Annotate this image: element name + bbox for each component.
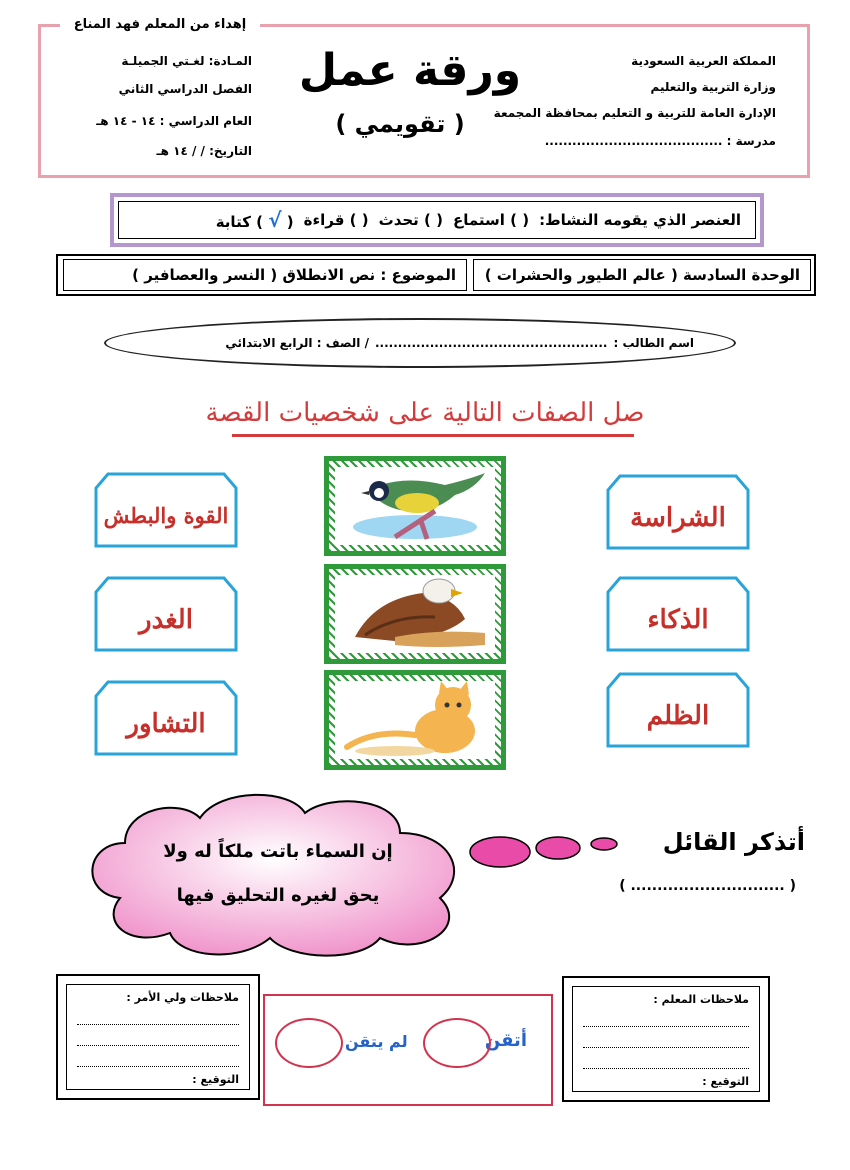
header-semester: الفصل الدراسي الثاني xyxy=(118,82,252,96)
unit-label: الوحدة السادسة ( عالم الطيور والحشرات ) xyxy=(473,259,811,291)
cat-icon xyxy=(335,681,493,757)
header-ministry: وزارة التربية والتعليم xyxy=(650,80,776,94)
activity-reading: ( ) قراءة xyxy=(303,211,369,229)
student-info-ellipse xyxy=(104,318,736,368)
trait-text: القوة والبطش xyxy=(103,503,229,528)
recall-answer-field[interactable]: ( ............................. ) xyxy=(619,878,796,894)
instruction-underline xyxy=(232,434,634,437)
trait-card-consultation[interactable] xyxy=(94,680,238,760)
parent-notes-box xyxy=(56,974,260,1100)
trait-text: التشاور xyxy=(126,709,206,739)
activity-writing: ( √ ) كتابة xyxy=(215,208,294,232)
parent-notes-line[interactable] xyxy=(77,1004,239,1025)
recall-title: أتذكر القائل xyxy=(662,828,805,856)
trait-card-treachery[interactable] xyxy=(94,576,238,656)
eagle-icon xyxy=(335,575,493,651)
dedication-label: إهداء من المعلم فهد المناع xyxy=(60,12,260,38)
topic-label: الموضوع : نص الانطلاق ( النسر والعصافير ) xyxy=(63,259,467,291)
activity-speaking: ( ) تحدث xyxy=(378,211,443,229)
trait-card-injustice[interactable] xyxy=(606,672,750,752)
activity-box xyxy=(110,193,764,247)
unit-topic-row xyxy=(56,254,816,296)
header-year: العام الدراسي : ١٤ - ١٤ هـ xyxy=(96,114,252,128)
bird-icon xyxy=(335,467,493,543)
parent-notes-line[interactable] xyxy=(77,1046,239,1067)
trait-text: الشراسة xyxy=(630,503,726,533)
picture-frame-cat[interactable] xyxy=(324,670,506,770)
trait-card-strength[interactable] xyxy=(94,472,238,552)
header-date: التاريخ: / / ١٤ هـ xyxy=(156,144,252,158)
trait-text: الغدر xyxy=(139,605,193,635)
trait-text: الذكاء xyxy=(647,605,709,635)
header-subject: المـادة: لغـتي الجميلـة xyxy=(121,54,252,68)
quote-line-1: إن السماء باتت ملكاً له ولا xyxy=(163,841,393,862)
mastered-label: أتقن xyxy=(484,1030,527,1051)
teacher-notes-line[interactable] xyxy=(583,1006,749,1027)
student-name-label: اسم الطالب : xyxy=(613,336,694,350)
not-mastered-label: لم يتقن xyxy=(345,1032,408,1051)
activity-listening: ( ) استماع xyxy=(452,211,530,229)
trait-card-ferocity[interactable] xyxy=(606,474,750,554)
teacher-signature-label: التوقيع : xyxy=(702,1075,749,1088)
picture-frame-eagle[interactable] xyxy=(324,564,506,664)
student-grade: / الصف : الرابع الابتدائي xyxy=(225,336,369,350)
mastery-box xyxy=(263,994,553,1106)
picture-frame-bird[interactable] xyxy=(324,456,506,556)
not-mastered-circle[interactable] xyxy=(275,1018,343,1068)
trait-text: الظلم xyxy=(646,701,710,731)
activity-row xyxy=(118,201,756,239)
teacher-notes-label: ملاحظات المعلم : xyxy=(653,993,749,1006)
instruction-heading: صل الصفات التالية على شخصيات القصة xyxy=(205,398,645,428)
trait-card-intelligence[interactable] xyxy=(606,576,750,656)
parent-signature-label: التوقيع : xyxy=(192,1073,239,1086)
teacher-notes-box xyxy=(562,976,770,1102)
worksheet-title: ورقة عمل xyxy=(298,45,522,96)
quote-text xyxy=(118,830,438,918)
teacher-notes-line[interactable] xyxy=(583,1027,749,1048)
thought-bubbles-icon xyxy=(466,830,626,870)
header-country: المملكة العربية السعودية xyxy=(631,54,776,68)
parent-notes-line[interactable] xyxy=(77,1025,239,1046)
mastered-circle[interactable] xyxy=(423,1018,491,1068)
header-directorate: الإدارة العامة للتربية و التعليم بمحافظة المجمعة xyxy=(493,106,776,120)
quote-line-2: يحق لغيره التحليق فيها xyxy=(176,885,380,906)
parent-notes-label: ملاحظات ولي الأمر : xyxy=(126,991,239,1004)
student-name-field[interactable]: ................................................... xyxy=(374,336,608,350)
teacher-notes-line[interactable] xyxy=(583,1048,749,1069)
worksheet-subtitle: ( تقويمي ) xyxy=(335,110,465,138)
activity-label: العنصر الذي يقومه النشاط: xyxy=(539,211,741,229)
check-mark-icon: √ xyxy=(268,208,282,232)
header-school: مدرسة : ....................................... xyxy=(544,134,776,148)
